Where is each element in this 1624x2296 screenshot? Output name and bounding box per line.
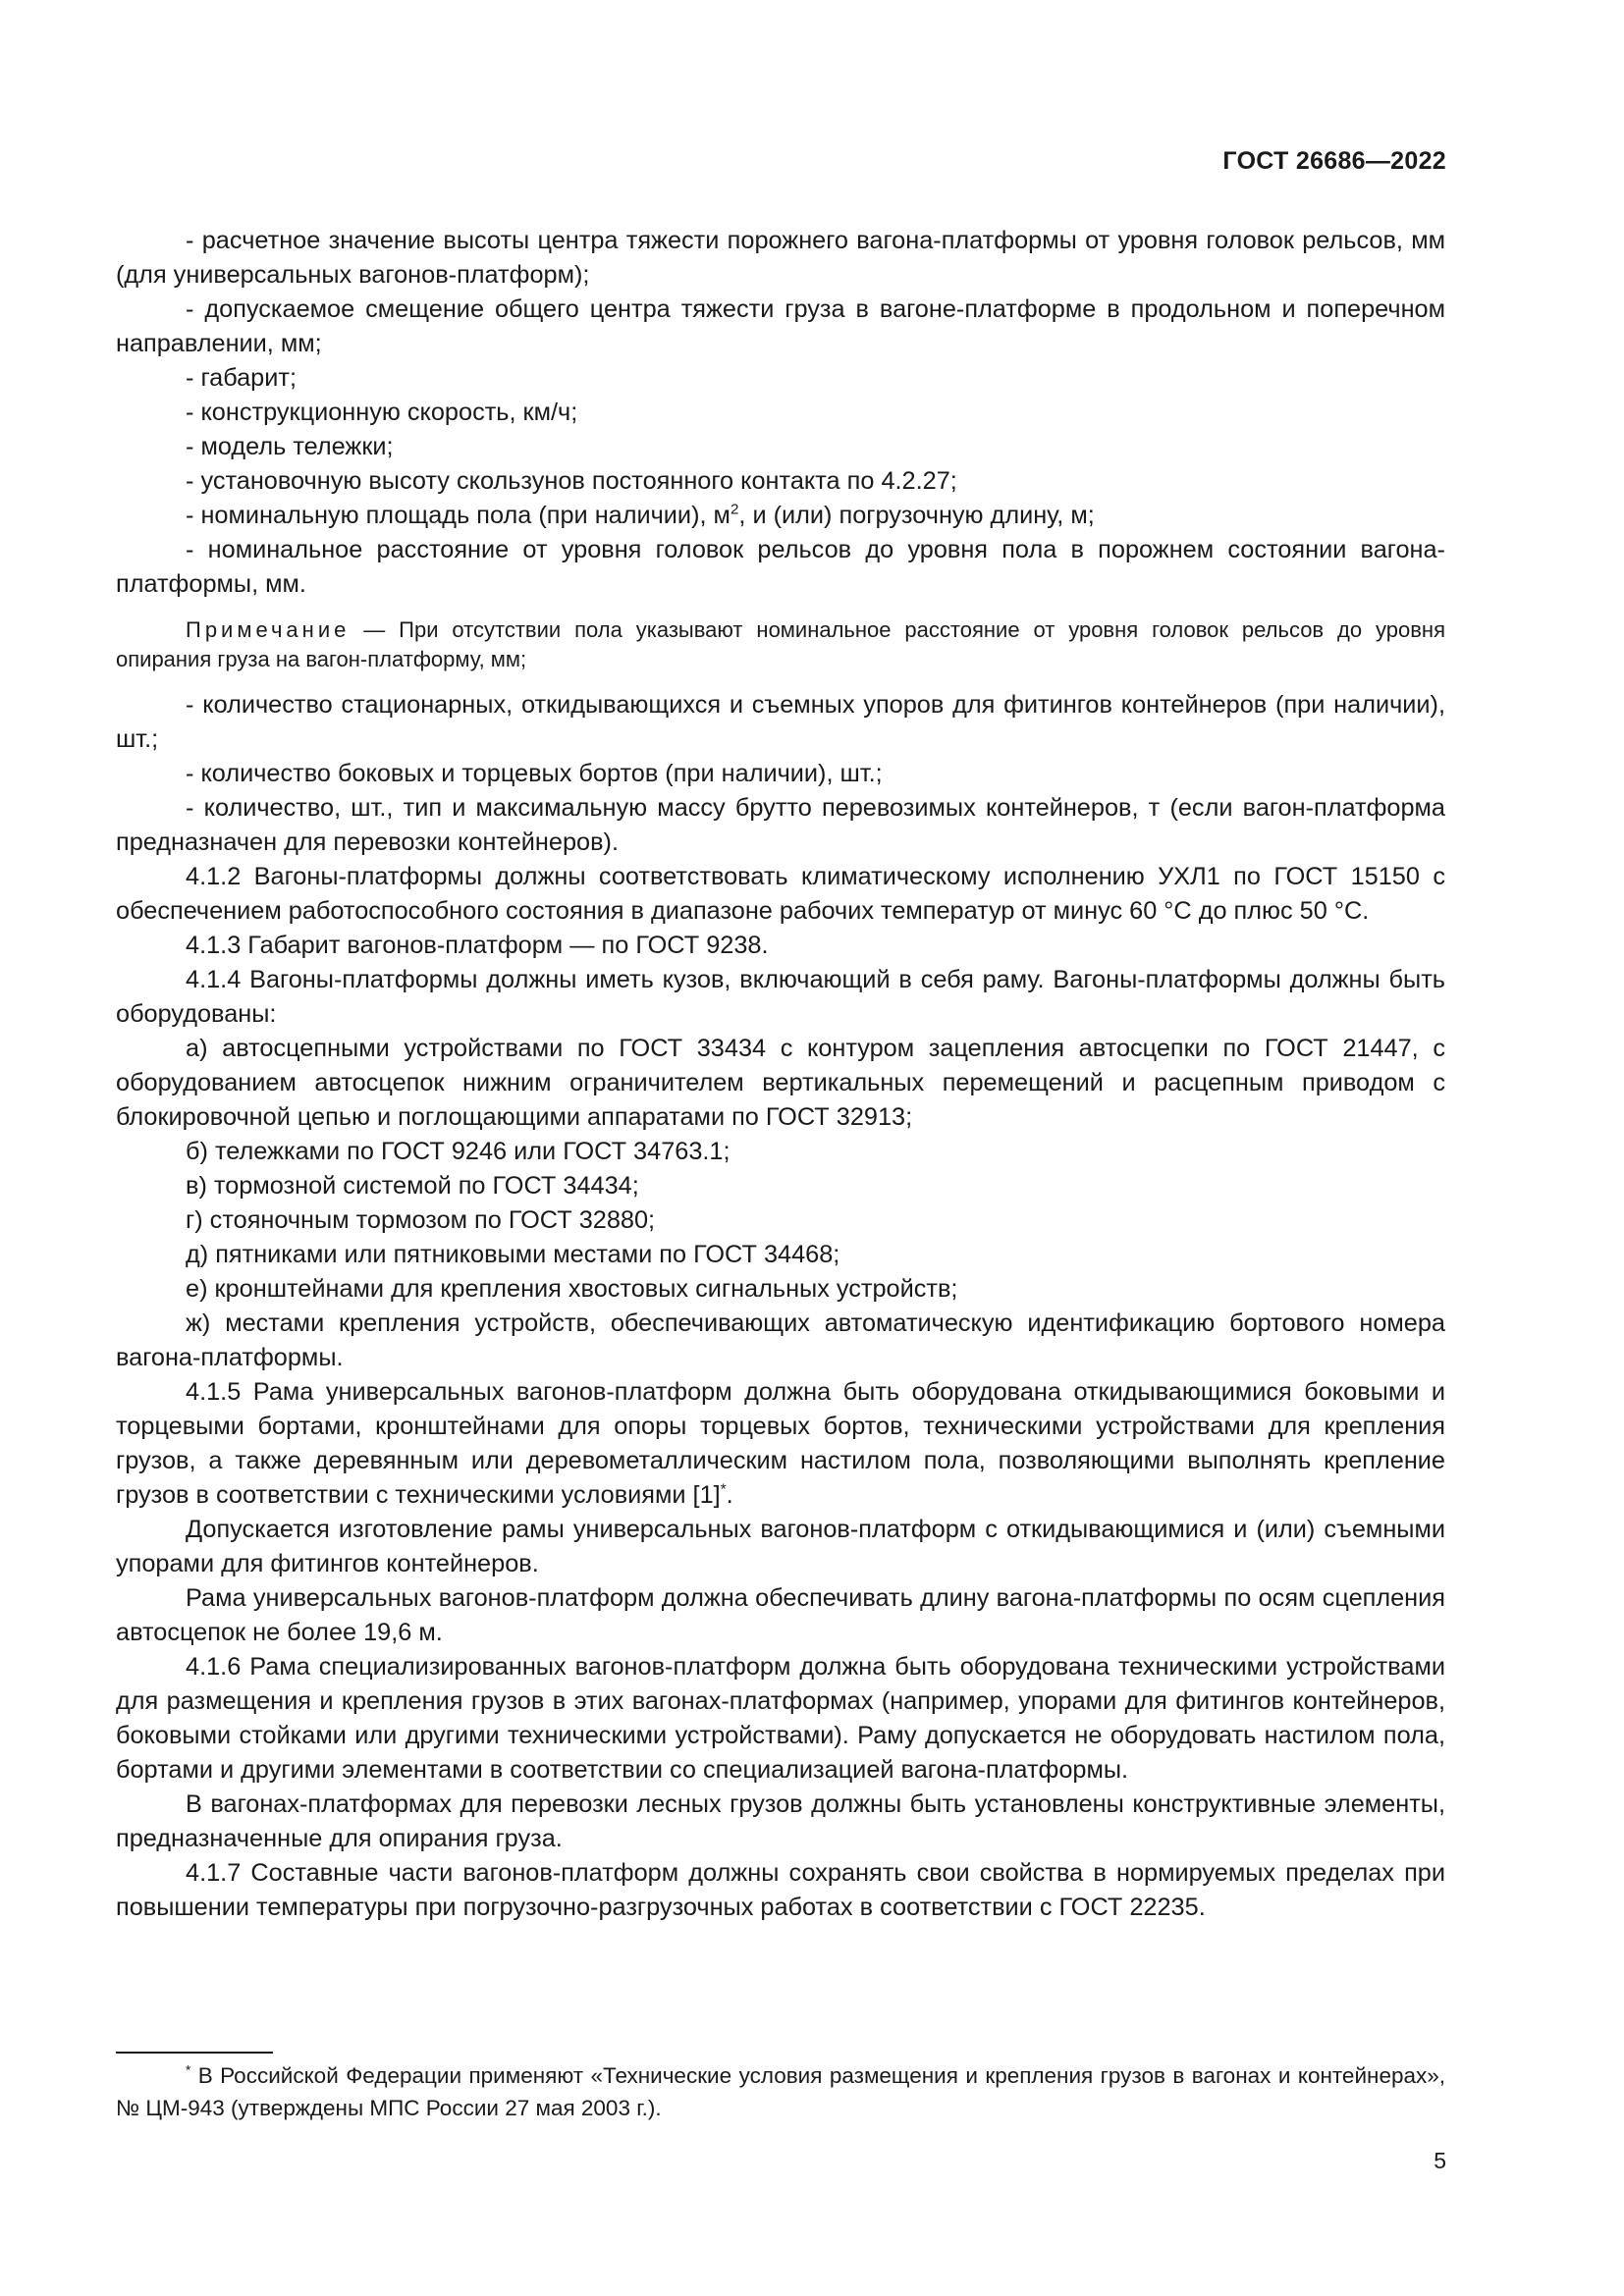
clause-subitem: ж) местами крепления устройств, обеспечивающих автоматическую идентификацию бортового номера вагона-платформы. [116,1309,1445,1371]
list-item: - количество, шт., тип и максимальную массу брутто перевозимых контейнеров, т (если вагон-платформа предназначен для перевозки контейнеров). [116,794,1445,856]
clause-subitem: а) автосцепными устройствами по ГОСТ 33434 с контуром зацепления автосцепки по ГОСТ 21447, с оборудованием автосцепок нижним ограничителем вертикальных перемещений и расцепным приводом с блокировочной цепью и поглощающими аппаратами по ГОСТ 32913; [116,1035,1445,1131]
list-item-text: - номинальную площадь пола (при наличии), м [186,502,731,529]
clause: 4.1.4 Вагоны-платформы должны иметь кузов, включающий в себя раму. Вагоны-платформы должны быть оборудованы: [116,966,1445,1028]
clause: Рама универсальных вагонов-платформ должна обеспечивать длину вагона-платформы по осям сцепления автосцепок не более 19,6 м. [116,1584,1445,1646]
clause-text: 4.1.5 Рама универсальных вагонов-платформ должна быть оборудована откидывающимися боковыми и торцевыми бортами, кронштейнами для опоры торцевых бортов, техническими устройствами для крепления грузов, а также деревянным или деревометаллическим настилом пола, позволяющими выполнять крепление грузов в соответствии с техническими условиями [1] [116,1378,1445,1509]
body-text [116,224,1445,1925]
footnote-divider [116,2052,273,2054]
note [116,615,1445,674]
footnote-mark: * [186,2062,191,2078]
footnote [116,2059,1445,2124]
list-item: - конструкционную скорость, км/ч; [186,399,578,426]
clause: В вагонах-платформах для перевозки лесных грузов должны быть установлены конструктивные элементы, предназначенные для опирания груза. [116,1790,1445,1852]
list-item-text: , и (или) погрузочную длину, м; [738,502,1095,529]
list-item: - количество стационарных, откидывающихся и съемных упоров для фитингов контейнеров (при наличии), шт.; [116,691,1445,753]
list-item: - установочную высоту скользунов постоянного контакта по 4.2.27; [186,467,957,495]
clause: 4.1.2 Вагоны-платформы должны соответствовать климатическому исполнению УХЛ1 по ГОСТ 15150 с обеспечением работоспособного состояния в диапазоне рабочих температур от минус 60 °С до плюс 50 °С. [116,863,1445,925]
clause-subitem: д) пятниками или пятниковыми местами по ГОСТ 34468; [186,1241,840,1268]
page-number: 5 [1434,2148,1446,2173]
clause-subitem: в) тормозной системой по ГОСТ 34434; [186,1172,639,1200]
list-item [116,499,1445,533]
list-item: - расчетное значение высоты центра тяжести порожнего вагона-платформы от уровня головок рельсов, мм (для универсальных вагонов-платформ); [116,227,1445,289]
clause [116,1375,1445,1513]
footnote-ref: * [720,1480,727,1498]
note-text: — При отсутствии пола указывают номинальное расстояние от уровня головок рельсов до уровня опирания груза на вагон-платформу, мм; [116,617,1445,671]
superscript: 2 [730,501,739,518]
footnote-text: В Российской Федерации применяют «Технические условия размещения и крепления грузов в вагонах и контейнерах», № ЦМ-943 (утверждены МПС России 27 мая 2003 г.). [116,2063,1445,2120]
clause-subitem: г) стояночным тормозом по ГОСТ 32880; [186,1206,656,1234]
footnote-paragraph [116,2059,1445,2124]
list-item: - габарит; [186,364,297,392]
clause: Допускается изготовление рамы универсальных вагонов-платформ с откидывающимися и (или) съемными упорами для фитингов контейнеров. [116,1516,1445,1577]
list-item: - количество боковых и торцевых бортов (при наличии), шт.; [186,760,883,787]
clause: 4.1.7 Составные части вагонов-платформ должны сохранять свои свойства в нормируемых пределах при повышении температуры при погрузочно-разгрузочных работах в соответствии с ГОСТ 22235. [116,1859,1445,1921]
list-item: - номинальное расстояние от уровня головок рельсов до уровня пола в порожнем состоянии вагона-платформы, мм. [116,536,1445,598]
clause-subitem: б) тележками по ГОСТ 9246 или ГОСТ 34763.1; [186,1138,731,1165]
list-item: - допускаемое смещение общего центра тяжести груза в вагоне-платформе в продольном и поперечном направлении, мм; [116,295,1445,357]
clause-text: . [726,1481,733,1509]
document-id-header: ГОСТ 26686—2022 [1222,147,1446,175]
clause: 4.1.6 Рама специализированных вагонов-платформ должна быть оборудована техническими устройствами для размещения и крепления грузов в этих вагонах-платформах (например, упорами для фитингов контейнеров, боковыми стойками или другими техническими устройствами). Раму допускается не оборудовать настилом пола, бортами и другими элементами в соответствии со специализацией вагона-платформы. [116,1653,1445,1784]
note-label: Примечание [186,617,351,642]
list-item: - модель тележки; [186,433,394,460]
clause-subitem: е) кронштейнами для крепления хвостовых сигнальных устройств; [186,1275,958,1303]
clause: 4.1.3 Габарит вагонов-платформ — по ГОСТ 9238. [186,932,769,959]
